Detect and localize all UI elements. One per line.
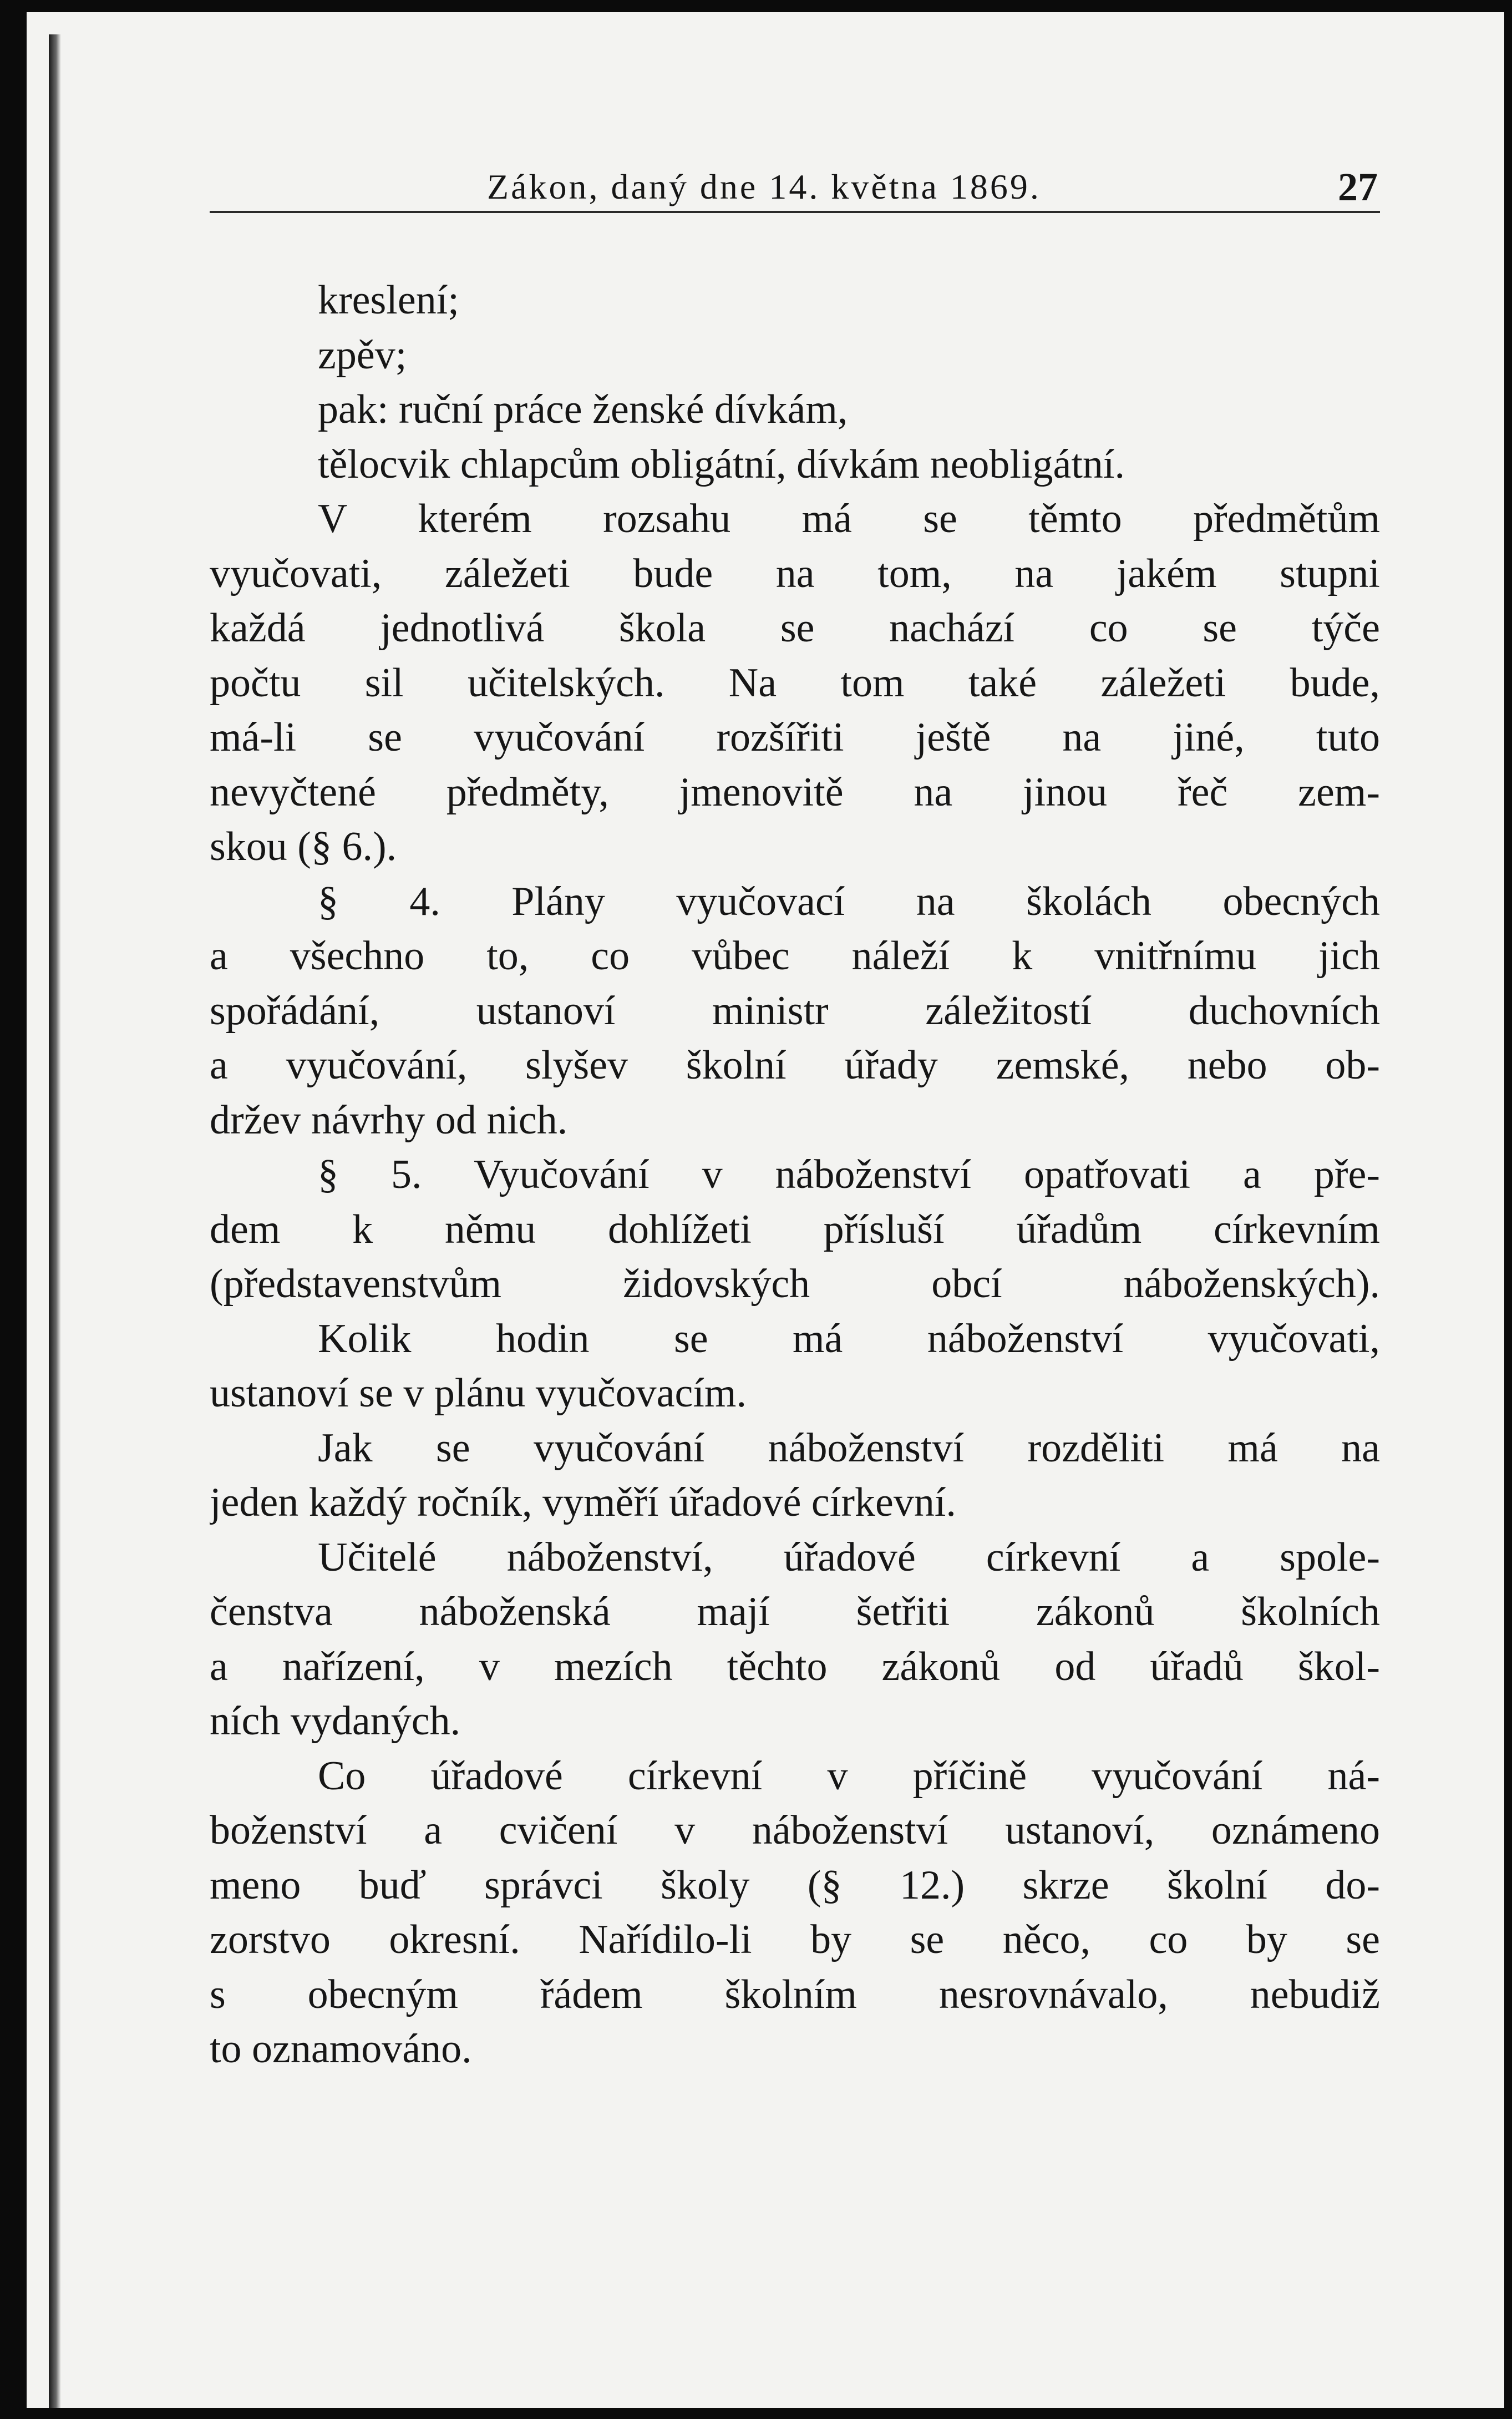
- text-line: Učitelé náboženství, úřadové církevní a spole-: [318, 1534, 1380, 1580]
- text-line: a všechno to, co vůbec náleží k vnitřnímu jich: [210, 933, 1380, 979]
- text-line: Co úřadové církevní v příčině vyučování ná-: [318, 1753, 1380, 1799]
- text-line: skou (§ 6.).: [210, 824, 397, 869]
- text-line: počtu sil učitelských. Na tom také záležeti bude,: [210, 660, 1380, 706]
- text-line: nevyčtené předměty, jmenovitě na jinou řeč zem-: [210, 769, 1380, 815]
- text-line: a nařízení, v mezích těchto zákonů od úřadů škol-: [210, 1643, 1380, 1689]
- text-line: ních vydaných.: [210, 1698, 461, 1744]
- text-line: spořádání, ustanoví ministr záležitostí duchovních: [210, 988, 1380, 1034]
- text-line: zpěv;: [318, 332, 407, 378]
- text-line: držev návrhy od nich.: [210, 1097, 568, 1143]
- text-line: pak: ruční práce ženské dívkám,: [318, 387, 848, 432]
- running-header: [27, 162, 1504, 217]
- text-line: meno buď správci školy (§ 12.) skrze školní do-: [210, 1862, 1380, 1908]
- page: [27, 12, 1504, 2408]
- text-line: jeden každý ročník, vyměří úřadové církevní.: [210, 1480, 956, 1525]
- body-text: [210, 273, 1380, 2077]
- text-line: má-li se vyučování rozšířiti ještě na jiné, tuto: [210, 715, 1380, 760]
- text-line: tělocvik chlapcům obligátní, dívkám neobligátní.: [318, 441, 1125, 487]
- text-line: zorstvo okresní. Nařídilo-li by se něco, co by se: [210, 1917, 1380, 1962]
- text-line: V kterém rozsahu má se těmto předmětům: [318, 496, 1380, 542]
- text-line: Jak se vyučování náboženství rozděliti má na: [318, 1425, 1380, 1471]
- text-line: čenstva náboženská mají šetřiti zákonů školních: [210, 1589, 1380, 1634]
- text-line: a vyučování, slyšev školní úřady zemské, nebo ob-: [210, 1043, 1380, 1088]
- running-title: Zákon, daný dne 14. května 1869.: [487, 167, 1041, 206]
- page-binding-edge: [49, 34, 61, 2408]
- text-line: každá jednotlivá škola se nachází co se týče: [210, 605, 1380, 651]
- text-line: boženství a cvičení v náboženství ustanoví, oznámeno: [210, 1808, 1380, 1853]
- text-line: dem k němu dohlížeti přísluší úřadům církevním: [210, 1206, 1380, 1252]
- text-line: Kolik hodin se má náboženství vyučovati,: [318, 1315, 1380, 1362]
- text-line: ustanoví se v plánu vyučovacím.: [210, 1370, 747, 1416]
- text-line: kreslení;: [318, 277, 459, 323]
- header-rule: [210, 211, 1380, 213]
- text-line: vyučovati, záležeti bude na tom, na jakém stupni: [210, 550, 1380, 596]
- text-line: s obecným řádem školním nesrovnávalo, nebudiž: [210, 1971, 1380, 2017]
- section-5-line: § 5. Vyučování v náboženství opatřovati a pře-: [318, 1152, 1380, 1197]
- text-line: to oznamováno.: [210, 2026, 472, 2072]
- text-line: (představenstvům židovských obcí náboženských).: [210, 1261, 1380, 1307]
- section-4-line: § 4. Plány vyučovací na školách obecných: [318, 878, 1380, 924]
- page-number: 27: [1338, 165, 1378, 209]
